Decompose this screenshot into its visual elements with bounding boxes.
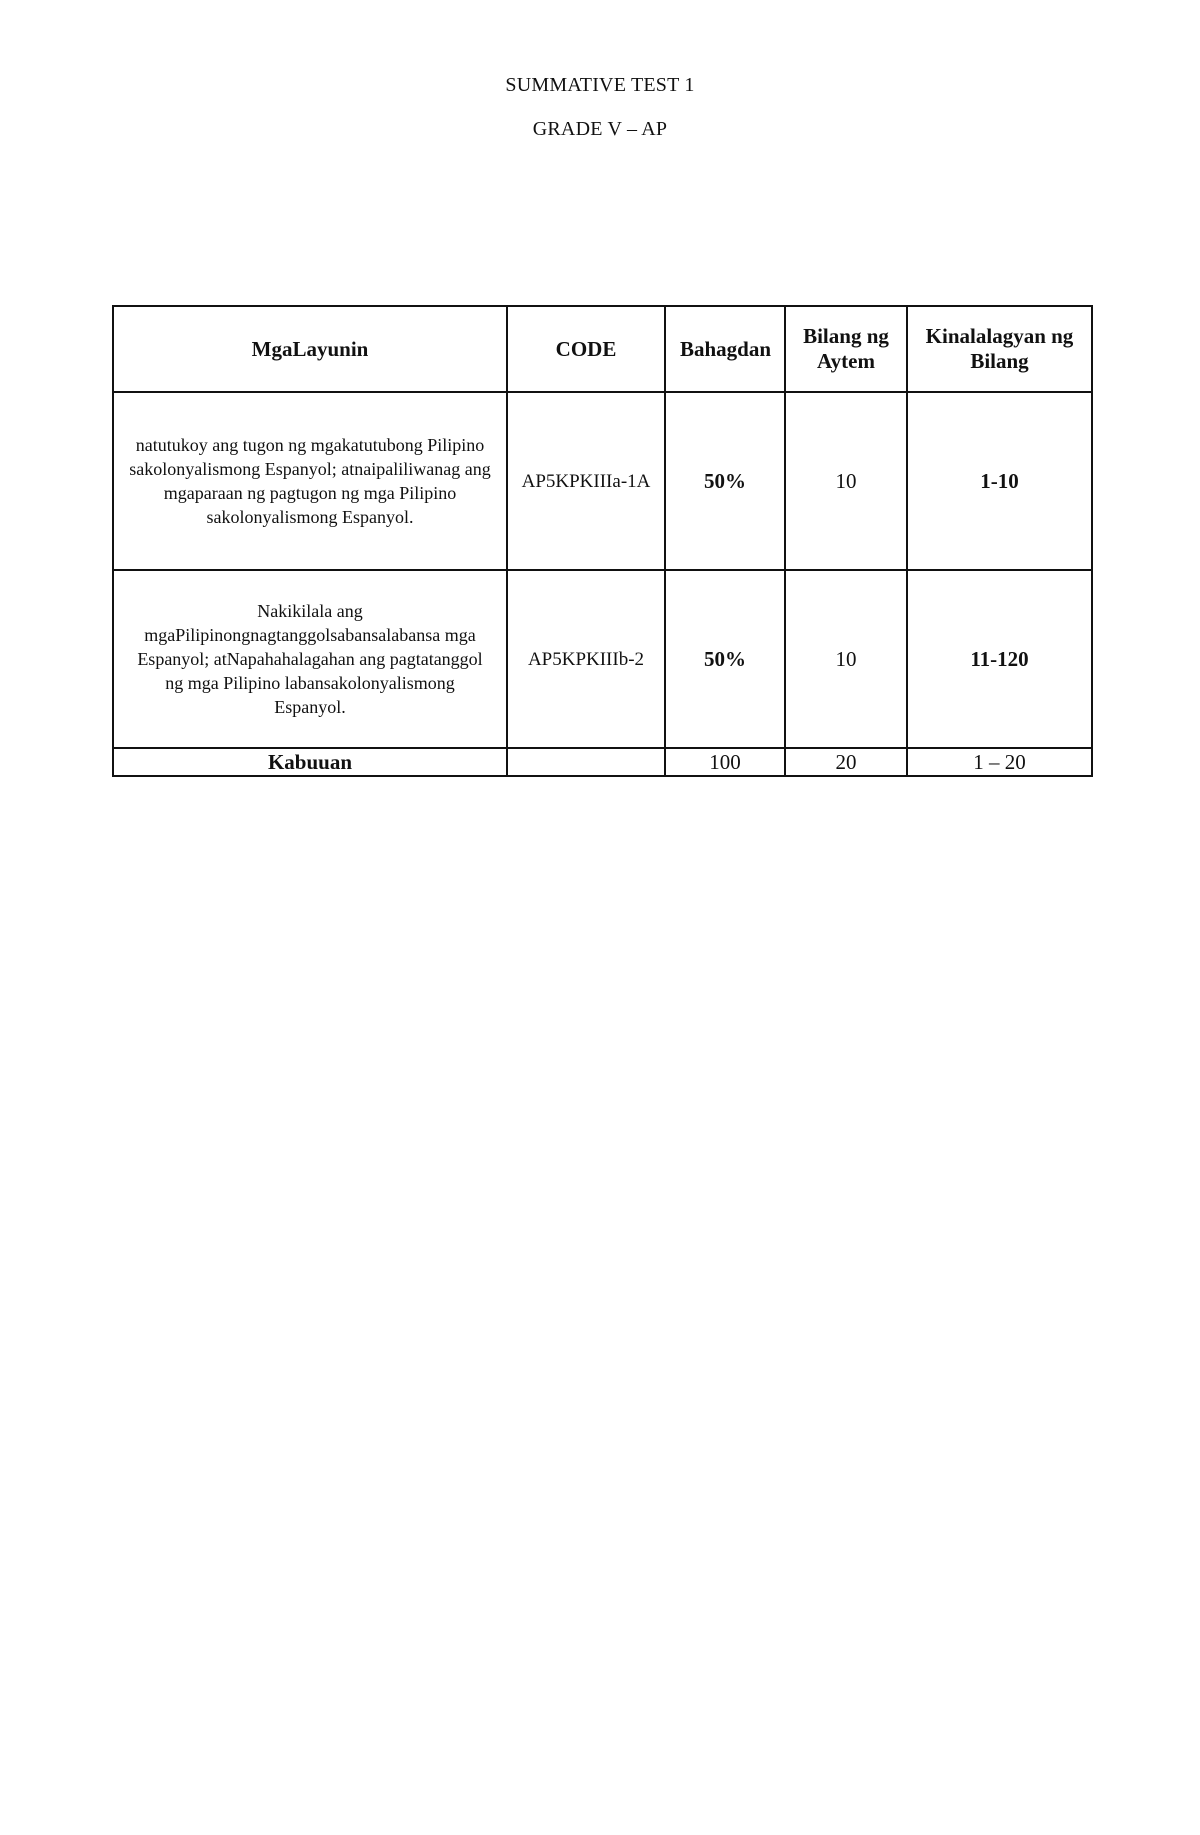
header-item-count: Bilang ng Aytem	[785, 306, 907, 392]
total-percentage: 100	[665, 748, 785, 776]
row-percentage: 50%	[665, 392, 785, 570]
row-percentage: 50%	[665, 570, 785, 748]
total-placement: 1 – 20	[907, 748, 1092, 776]
row-placement: 1-10	[907, 392, 1092, 570]
header-percentage: Bahagdan	[665, 306, 785, 392]
total-code	[507, 748, 665, 776]
header-row	[113, 306, 1092, 392]
document-title: SUMMATIVE TEST 1	[505, 74, 695, 96]
row-objective: natutukoy ang tugon ng mgakatutubong Pilipino sakolonyalismong Espanyol; atnaipaliliwanag ang mgaparaan ng pagtugon ng mga Pilipino sakolonyalismong Espanyol.	[113, 392, 507, 570]
row-objective: Nakikilala ang mgaPilipinongnagtanggolsabansalabansa mga Espanyol; atNapahahalagahan ang pagtatanggol ng mga Pilipino labansakolonyalismong Espanyol.	[113, 570, 507, 748]
header-objectives: MgaLayunin	[113, 306, 507, 392]
table-row	[113, 570, 1092, 748]
row-item-count: 10	[785, 570, 907, 748]
row-code: AP5KPKIIIa-1A	[507, 392, 665, 570]
row-code: AP5KPKIIIb-2	[507, 570, 665, 748]
total-item-count: 20	[785, 748, 907, 776]
row-item-count: 10	[785, 392, 907, 570]
header-placement: Kinalalagyan ng Bilang	[907, 306, 1092, 392]
total-label: Kabuuan	[113, 748, 507, 776]
document-subtitle: GRADE V – AP	[532, 118, 668, 140]
header-code: CODE	[507, 306, 665, 392]
row-placement: 11-120	[907, 570, 1092, 748]
table-of-specifications	[112, 305, 1093, 777]
table-row	[113, 392, 1092, 570]
total-row	[113, 748, 1092, 776]
